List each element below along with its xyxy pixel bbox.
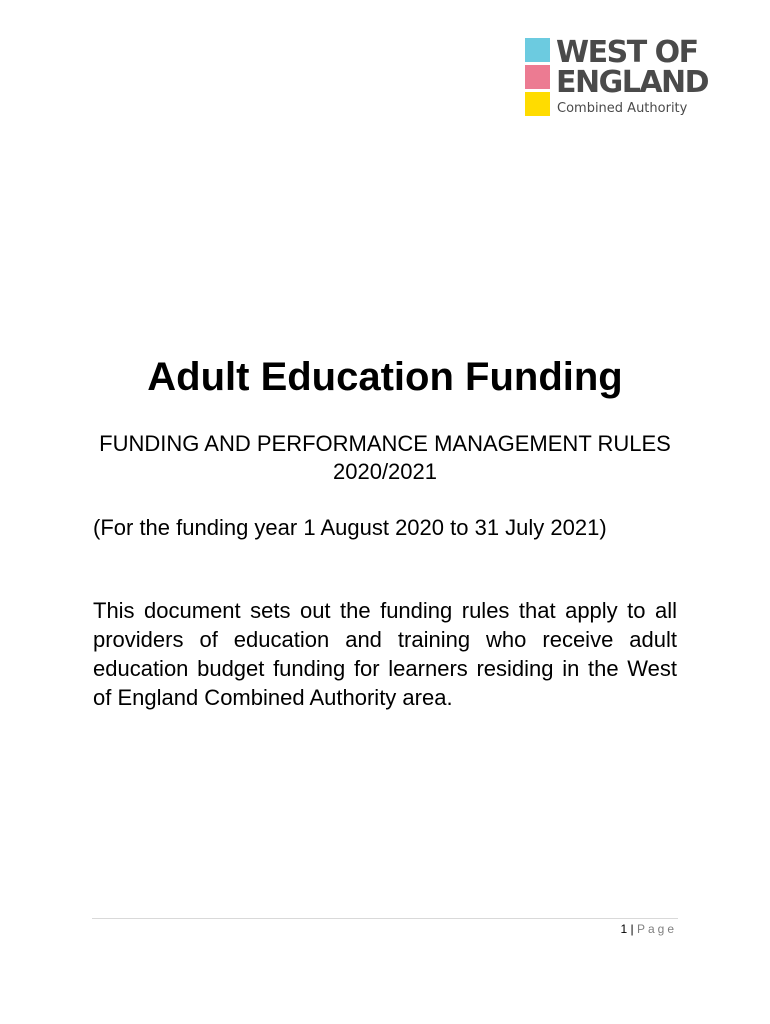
footer-divider: [92, 918, 678, 919]
logo-square-blue: [525, 38, 550, 62]
funding-year-note: (For the funding year 1 August 2020 to 31 July 2021): [93, 515, 607, 540]
logo-text-line2: ENGLAND: [556, 65, 709, 100]
page-number: 1: [620, 922, 628, 936]
logo-square-yellow: [525, 92, 550, 116]
west-of-england-logo: [525, 35, 730, 118]
page-label: Page: [636, 922, 677, 936]
document-subtitle: FUNDING AND PERFORMANCE MANAGEMENT RULES 2020/2021: [99, 431, 671, 484]
document-title: Adult Education Funding: [147, 355, 623, 399]
logo-squares: [525, 38, 551, 119]
logo-square-pink: [525, 65, 550, 89]
logo-text-line1: WEST OF: [556, 35, 698, 70]
page-footer: [620, 920, 677, 938]
page-separator: |: [630, 922, 634, 936]
intro-paragraph: This document sets out the funding rules that apply to all providers of education and training who receive adult education budget funding for learners residing in the West of England Combined Authority area.: [93, 598, 677, 710]
logo-subtitle: Combined Authority: [557, 101, 688, 116]
